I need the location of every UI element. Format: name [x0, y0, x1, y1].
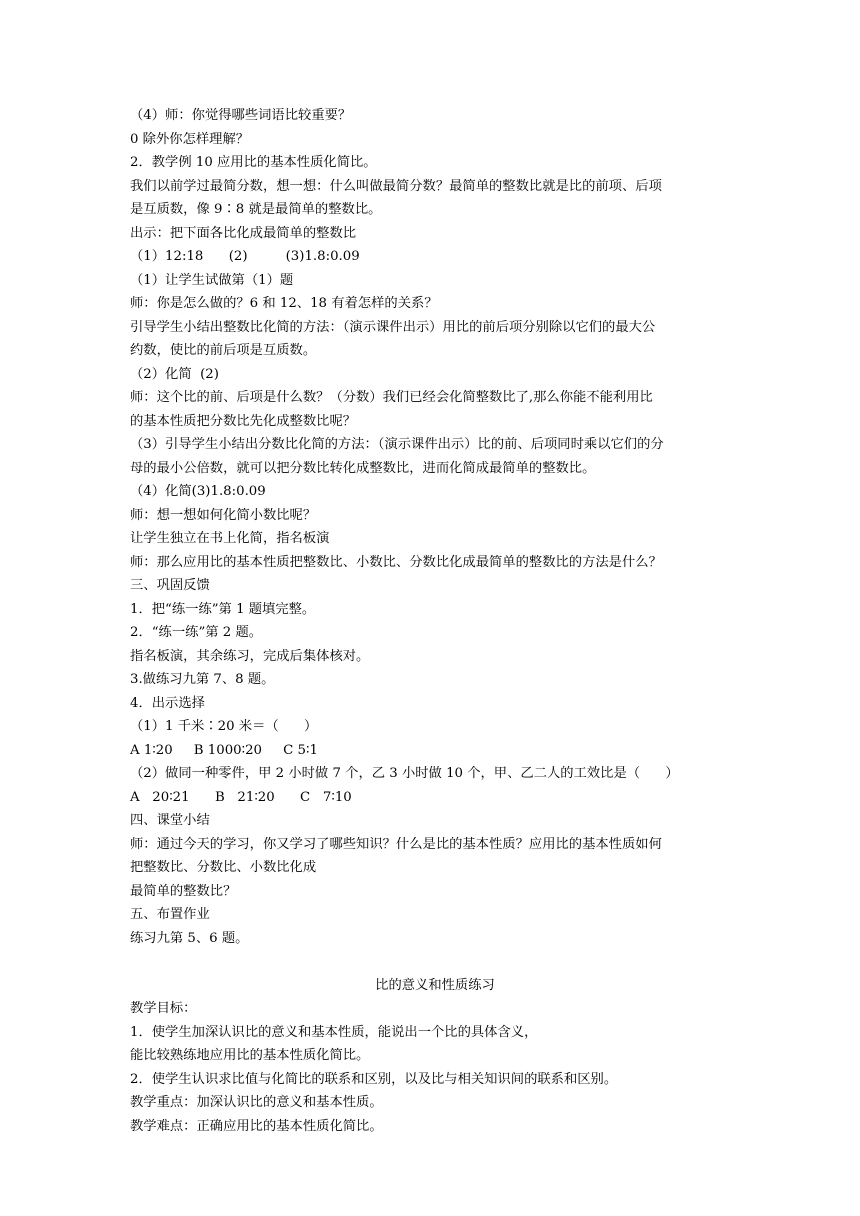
section-heading: 四、课堂小结 — [130, 813, 210, 828]
text-line: 教学目标： — [130, 1001, 197, 1016]
text-line: （4）化简(3)1.8:0.09 — [130, 484, 266, 499]
text-line: 师：你是怎么做的？6 和 12、18 有着怎样的关系？ — [130, 296, 438, 311]
text-line: 1．把“练一练”第 1 题填完整。 — [130, 601, 316, 617]
text-line: （4）师：你觉得哪些词语比较重要？ — [130, 108, 352, 123]
text-line: 母的最小公倍数，就可以把分数比转化成整数比，进而化简成最简单的整数比。 — [130, 460, 596, 476]
text-line: A 20∶21 B 21∶20 C 7∶10 — [130, 789, 352, 805]
blank-line — [130, 950, 740, 974]
text-line: （1）1 千米∶20 米＝（ ） — [130, 719, 318, 734]
text-line: 的基本性质把分数比先化成整数比呢？ — [130, 413, 357, 429]
text-line: （1）12:18 (2) (3)1.8:0.09 — [130, 249, 360, 264]
text-line: 引导学生小结出整数比化简的方法：（演示课件出示）用比的前后项分别除以它们的最大公 — [130, 319, 656, 335]
text-line: 最简单的整数比？ — [130, 883, 237, 899]
text-line: 约数，使比的前后项是互质数。 — [130, 343, 317, 358]
text-line: （2）化简 (2) — [130, 366, 219, 382]
text-line: 能比较熟练地应用比的基本性质化简比。 — [130, 1048, 370, 1063]
text-line: （3）引导学生小结出分数比化简的方法：（演示课件出示）比的前、后项同时乘以它们的分 — [130, 437, 664, 452]
text-line: 出示：把下面各比化成最简单的整数比 — [130, 225, 357, 241]
text-line: 3.做练习九第 7、8 题。 — [130, 672, 275, 687]
text-line: 2．教学例 10 应用比的基本性质化简比。 — [130, 155, 377, 170]
text-line: 2．“练一练”第 2 题。 — [130, 625, 263, 640]
text-line: 是互质数，像 9∶8 就是最简单的整数比。 — [130, 202, 382, 217]
text-line: 教学难点：正确应用比的基本性质化简比。 — [130, 1118, 383, 1134]
text-line: 师：通过今天的学习，你又学习了哪些知识？什么是比的基本性质？应用比的基本性质如何 — [130, 836, 662, 852]
text-line: 练习九第 5、6 题。 — [130, 930, 249, 946]
lesson-title: 比的意义和性质练习 — [375, 977, 495, 993]
text-line: 1．使学生加深认识比的意义和基本性质，能说出一个比的具体含义， — [130, 1024, 538, 1040]
text-line: 师：想一想如何化简小数比呢？ — [130, 507, 317, 523]
text-line: 指名板演，其余练习，完成后集体核对。 — [130, 648, 370, 664]
text-line: （1）让学生试做第（1）题 — [130, 272, 294, 288]
text-line: 2．使学生认识求比值与化简比的联系和区别，以及比与相关知识间的联系和区别。 — [130, 1071, 618, 1087]
text-line: A 1∶20 B 1000∶20 C 5∶1 — [130, 742, 318, 758]
text-line: 教学重点：加深认识比的意义和基本性质。 — [130, 1095, 383, 1110]
text-line: 让学生独立在书上化简，指名板演 — [130, 531, 330, 546]
text-line: 师：那么应用比的基本性质把整数比、小数比、分数比化成最简单的整数比的方法是什么？ — [130, 554, 662, 570]
text-line: 师：这个比的前、后项是什么数？（分数）我们已经会化简整数比了,那么你能不能利用比 — [130, 390, 653, 405]
text-line: 0 除外你怎样理解？ — [130, 131, 250, 147]
section-heading: 五、布置作业 — [130, 907, 210, 922]
section-heading: 三、巩固反馈 — [130, 578, 210, 593]
text-line: 我们以前学过最简分数，想一想：什么叫做最简分数？最简单的整数比就是比的前项、后项 — [130, 178, 662, 194]
text-line: 把整数比、分数比、小数比化成 — [130, 860, 317, 875]
text-line: （2）做同一种零件，甲 2 小时做 7 个，乙 3 小时做 10 个，甲、乙二人的工效比是（ ） — [130, 766, 679, 781]
text-line: 4．出示选择 — [130, 695, 205, 711]
document-body — [130, 104, 740, 1138]
